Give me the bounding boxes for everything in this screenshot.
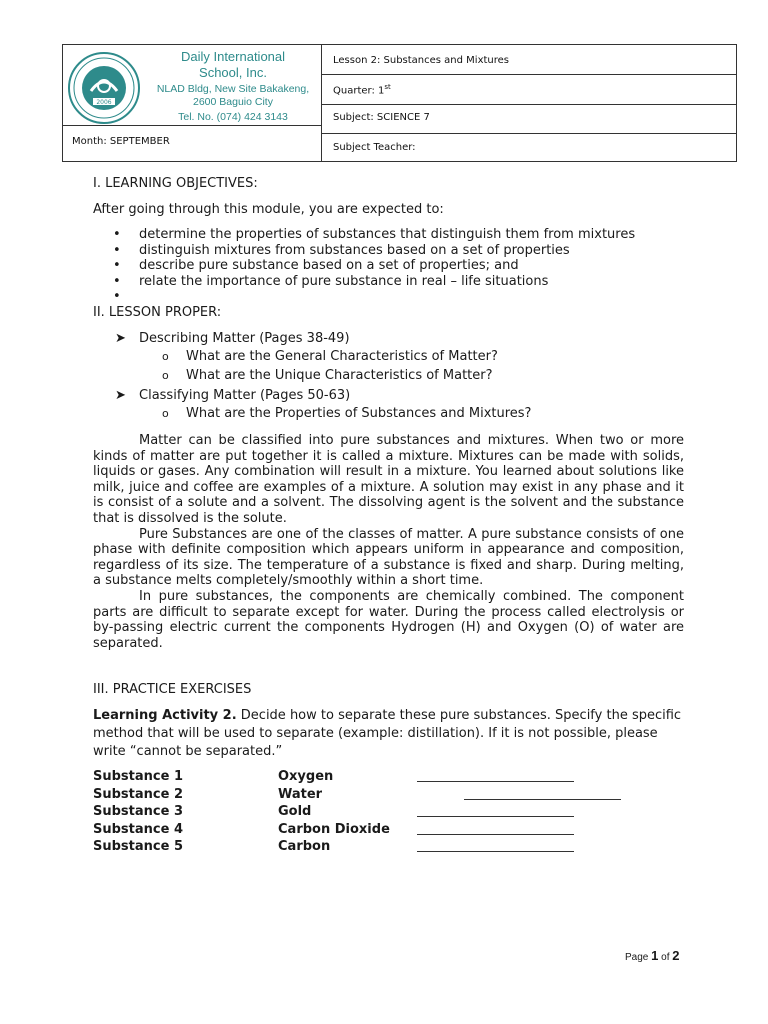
lesson-body [93, 433, 684, 651]
table-row: Substance 3 Gold [93, 804, 621, 822]
school-info [145, 49, 321, 124]
answer-blank[interactable] [417, 804, 574, 817]
circle-bullet-icon: o [162, 350, 169, 363]
activity-instructions: Learning Activity 2. Decide how to separate these pure substances. Specify the specific method that will be used to separate (example: distillation). If it is not possible, please write “cannot be separated.” [93, 708, 682, 759]
page-number: Page 1 of 2 [625, 948, 680, 963]
arrow-icon: ➤ [115, 331, 126, 346]
month-label: Month: SEPTEMBER [72, 136, 170, 147]
school-address: NLAD Bldg, New Site Bakakeng, [156, 83, 310, 95]
answer-blank[interactable] [417, 822, 574, 835]
answer-blank[interactable] [417, 839, 574, 852]
list-item: • determine the properties of substances that distinguish them from mixtures [113, 227, 635, 243]
subject-label: Subject: SCIENCE 7 [333, 112, 430, 123]
table-row: Substance 1 Oxygen [93, 769, 621, 787]
answer-blank[interactable] [417, 769, 574, 782]
objectives-intro: After going through this module, you are expected to: [93, 202, 444, 217]
list-item [113, 289, 635, 305]
list-item: • distinguish mixtures from substances based on a set of properties [113, 243, 635, 259]
divider [321, 133, 736, 134]
lesson-label: Lesson 2: Substances and Mixtures [333, 55, 510, 66]
list-item: • describe pure substance based on a set of properties; and [113, 258, 635, 274]
header-table [62, 44, 737, 162]
arrow-icon: ➤ [115, 388, 126, 403]
list-item: • relate the importance of pure substance in real – life situations [113, 274, 635, 290]
divider [321, 45, 322, 161]
quarter-label: Quarter: 1st [333, 83, 391, 97]
paragraph: In pure substances, the components are chemically combined. The component parts are difficult to separate except for water. During the process called electrolysis or by-passing electric current the components Hydrogen (H) and Oxygen (O) of water are separated. [93, 588, 684, 651]
circle-bullet-icon: o [162, 369, 169, 382]
table-row: Substance 4 Carbon Dioxide [93, 822, 621, 840]
paragraph: Pure Substances are one of the classes of matter. A pure substance consists of one phase with definite composition which appears uniform in appearance and composition, regardless of its size. The temperature of a substance is fixed and sharp. During melting, a substance melts completely/smoothly within a short time. [93, 526, 684, 589]
objectives-heading: I. LEARNING OBJECTIVES: [93, 176, 258, 191]
activity-title: Learning Activity 2. [93, 708, 237, 723]
lesson-heading: II. LESSON PROPER: [93, 305, 222, 320]
table-row: Substance 5 Carbon [93, 839, 621, 857]
circle-bullet-icon: o [162, 407, 169, 420]
school-address: 2600 Baguio City [193, 96, 273, 108]
answer-blank[interactable] [464, 787, 621, 800]
divider [321, 104, 736, 105]
logo-year: 2006 [96, 99, 112, 106]
paragraph: Matter can be classified into pure substances and mixtures. When two or more kinds of matter are put together it is called a mixture. Mixtures can be made with solids, liquids or gases. Any combination will result in a mixture. You learned about solutions like milk, juice and coffee are examples of a mixture. A solution may exist in any phase and it is consist of a solute and a solvent. The dissolving agent is the solvent and the substance that is dissolved is the solute. [93, 433, 684, 526]
practice-heading: III. PRACTICE EXERCISES [93, 682, 252, 697]
teacher-label: Subject Teacher: [333, 142, 416, 153]
divider [321, 74, 736, 75]
school-name: Daily International [180, 49, 286, 64]
school-logo [67, 51, 141, 125]
exercise-table [93, 769, 621, 857]
objectives-list [113, 227, 635, 305]
divider [63, 125, 321, 126]
school-name: School, Inc. [199, 65, 267, 80]
school-telephone: Tel. No. (074) 424 3143 [178, 111, 288, 123]
table-row: Substance 2 Water [93, 787, 621, 805]
